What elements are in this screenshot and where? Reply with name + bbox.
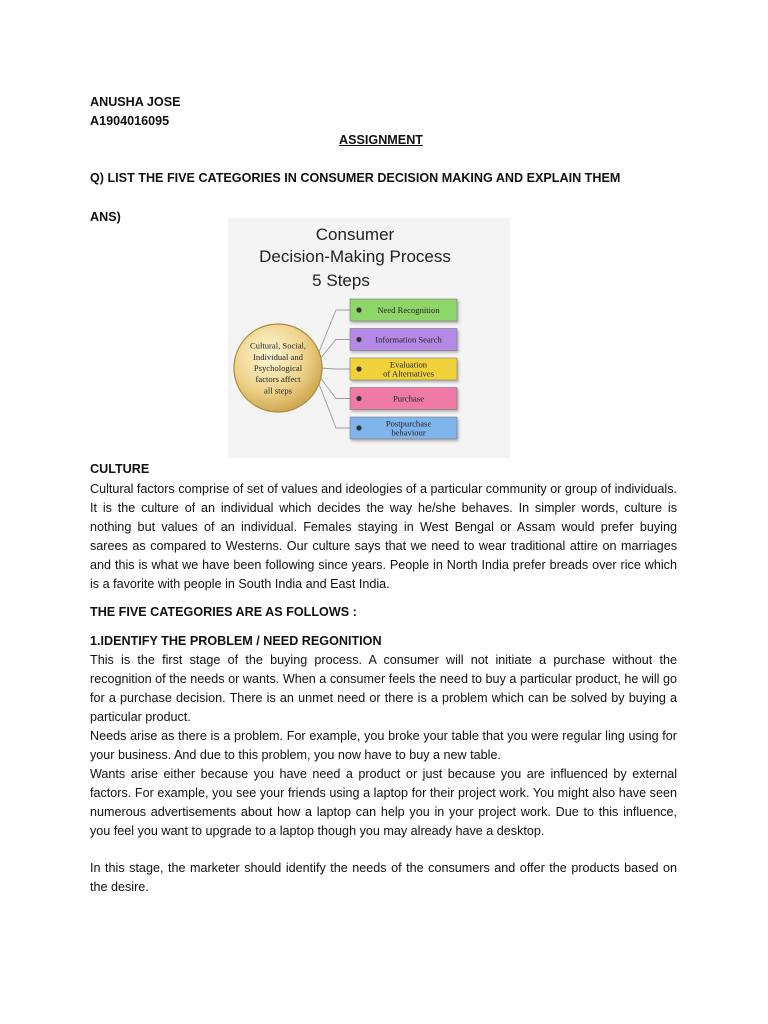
- figure-title-line-2: Decision-Making Process: [259, 247, 451, 266]
- answer-label: ANS): [90, 210, 121, 224]
- step-bullet: [356, 307, 361, 312]
- factors-circle-line: Individual and: [253, 351, 303, 362]
- section-1-heading: 1.IDENTIFY THE PROBLEM / NEED REGONITION: [90, 634, 382, 648]
- section-1-paragraph-3: Wants arise either because you have need a product or just because you are influenced by external factors. For example, you see your friends using a laptop for their project work. You might also have seen numerous advertisements about how a laptop can help you in your project work. Due to this influence, you feel you want to upgrade to a laptop though you may already have a desktop.: [90, 767, 677, 838]
- culture-heading: CULTURE: [90, 462, 150, 476]
- factors-circle-line: Psychological: [253, 363, 303, 373]
- section-1-paragraph-4: In this stage, the marketer should identify the needs of the consumers and offer the products based on the desire.: [90, 861, 677, 894]
- decision-process-diagram: [228, 218, 510, 458]
- section-1-paragraph-1: This is the first stage of the buying process. A consumer will not initiate a purchase without the recognition of the needs or wants. When a consumer feels the need to buy a particular product, he will go for a purchase decision. There is an unmet need or there is a problem which can be solved by buying a particular product.: [90, 653, 677, 724]
- section-1-paragraph-2: Needs arise as there is a problem. For example, you broke your table that you were regular ling using for your business. And due to this problem, you now have to buy a new table.: [90, 729, 677, 762]
- figure-title-line-1: Consumer: [315, 225, 395, 244]
- step-label: Postpurchase: [385, 418, 432, 429]
- assignment-title: ASSIGNMENT: [339, 133, 423, 147]
- figure-title-line-3: 5 Steps: [312, 271, 370, 290]
- step-label: Purchase: [392, 393, 425, 404]
- step-bullet: [356, 366, 361, 371]
- author-name: ANUSHA JOSE: [90, 95, 181, 109]
- decision-process-figure: [228, 218, 510, 458]
- step-bullet: [356, 337, 361, 342]
- step-label: Evaluation: [389, 359, 428, 370]
- question-text: Q) LIST THE FIVE CATEGORIES IN CONSUMER DECISION MAKING AND EXPLAIN THEM: [90, 171, 621, 185]
- factors-circle-line: factors affect: [255, 374, 301, 385]
- step-label: of Alternatives: [383, 368, 434, 379]
- step-bullet: [356, 425, 361, 430]
- factors-circle-line: all steps: [264, 385, 292, 396]
- student-id: A1904016095: [90, 114, 170, 128]
- factors-circle-line: Cultural, Social,: [249, 340, 307, 351]
- step-boxes: [350, 299, 457, 439]
- five-categories-heading: THE FIVE CATEGORIES ARE AS FOLLOWS :: [90, 605, 357, 619]
- culture-paragraph: Cultural factors comprise of set of values and ideologies of a particular community or group of individuals. It is the culture of an individual which decides the way he/she behaves. In simpler words, culture is nothing but values of an individual. Females staying in West Bengal or Assam would prefer buying sarees as compared to Westerns. Our culture says that we need to wear traditional attire on marriages and this is what we have been following since years. People in North India prefer breads over rice which is a favorite with people in South India and East India.: [90, 482, 677, 591]
- step-label: Need Recognition: [377, 305, 440, 315]
- step-bullet: [356, 396, 361, 401]
- step-label: Information Search: [375, 334, 442, 345]
- step-label: behaviour: [391, 427, 426, 438]
